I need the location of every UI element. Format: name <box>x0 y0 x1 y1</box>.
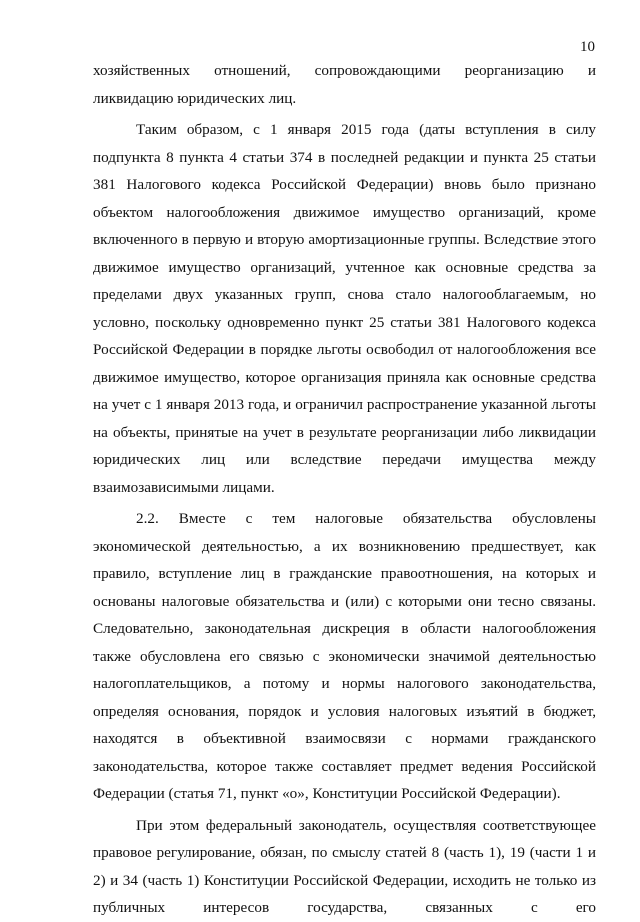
paragraph-tax-object: Таким образом, с 1 января 2015 года (даты вступления в силу подпункта 8 пункта 4 статьи 374 в последней редакции и пункта 25 статьи 381 Налогового кодекса Российской Федерации) вновь было признано объектом налогообложения движимое имущество организаций, кроме включенного в первую и вторую амортизационные группы. Вследствие этого движимое имущество организаций, учтенное как основные средства за пределами двух указанных групп, снова стало налогооблагаемым, но условно, поскольку одновременно пункт 25 статьи 381 Налогового кодекса Российской Федерации в порядке льготы освободил от налогообложения все движимое имущество, которое организация приняла как основные средства на учет с 1 января 2013 года, и ограничил распространение указанной льготы на объекты, принятые на учет в результате реорганизации либо ликвидации юридических лиц или вследствие передачи имущества между взаимозависимыми лицами. <box>93 121 596 496</box>
paragraph-section-2-2: 2.2. Вместе с тем налоговые обязательства обусловлены экономической деятельностью, а их возникновению предшествует, как правило, вступление лиц в гражданские правоотношения, на которых и основаны налоговые обязательства и (или) с которыми они тесно связаны. Следовательно, законодательная дискреция в области налогообложения также обусловлена его связью с экономически значимой деятельностью налогоплательщиков, а потому и нормы налогового законодательства, определяя основания, порядок и условия налоговых изъятий в бюджет, находятся в объективной взаимосвязи с нормами гражданского законодательства, которое также составляет предмет ведения Российской Федерации (статья 71, пункт «о», Конституции Российской Федерации). <box>93 510 596 802</box>
paragraph-federal-legislator: При этом федеральный законодатель, осуществляя соответствующее правовое регулирование, обязан, по смыслу статей 8 (часть 1), 19 (части 1 и 2) и 34 (часть 1) Конституции Российской Федерации, исходить не только из публичных интересов государства, связанных с его <box>93 816 596 916</box>
page-number: 10 <box>580 39 595 55</box>
paragraph-continuation: хозяйственных отношений, сопровождающими реорганизацию и ликвидацию юридических лиц. <box>93 62 596 107</box>
document-body <box>93 57 596 922</box>
